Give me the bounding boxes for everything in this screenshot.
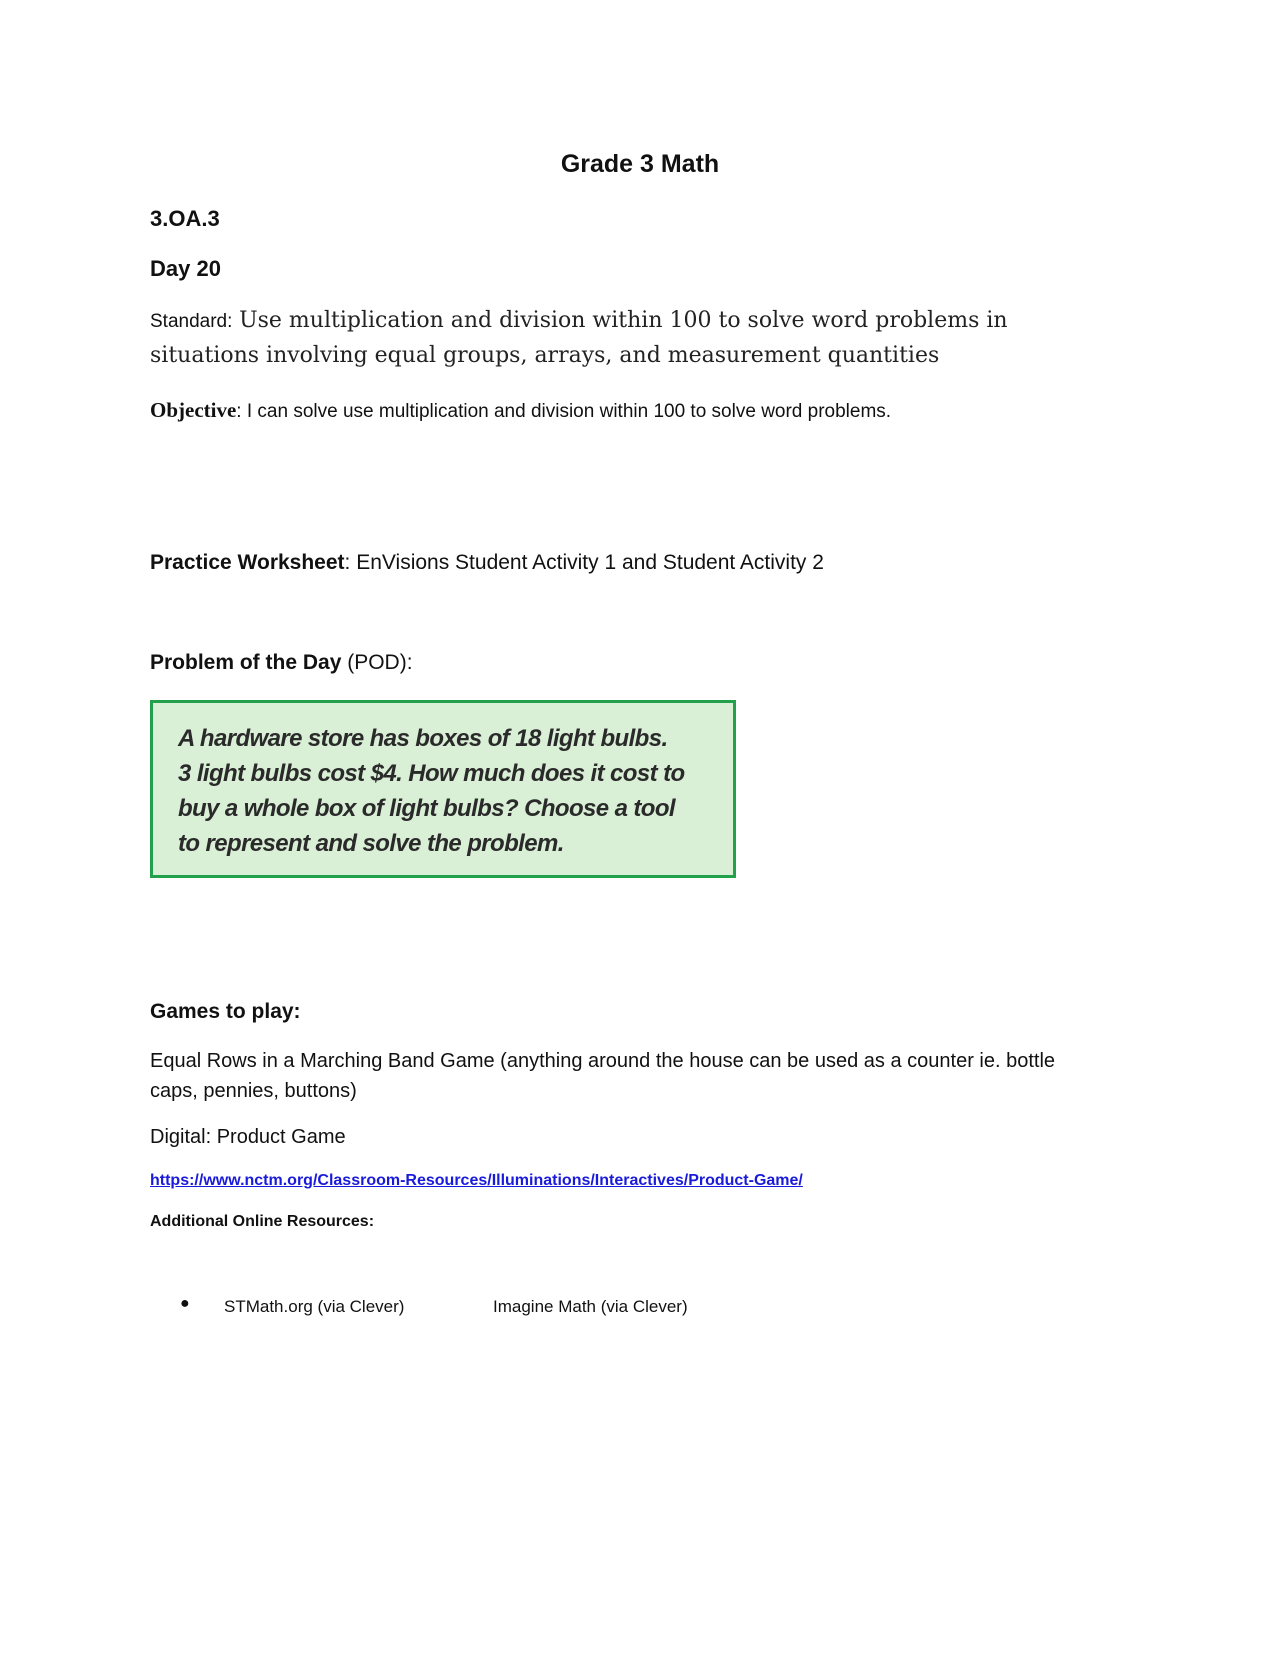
resources-heading: Additional Online Resources: bbox=[150, 1213, 375, 1230]
games-description: Equal Rows in a Marching Band Game (anything around the house can be used as a counter ie. bottle caps, pennies, buttons) bbox=[150, 1050, 1056, 1102]
bullet-icon: ● bbox=[180, 1295, 190, 1312]
standard-paragraph bbox=[150, 303, 1050, 372]
games-heading: Games to play: bbox=[150, 1000, 301, 1023]
pod-line: A hardware store has boxes of 18 light bulbs. bbox=[178, 725, 668, 752]
standard-text: Use multiplication and division within 100 to solve word problems in situations involving equal groups, arrays, and measurement quantities bbox=[150, 308, 1008, 368]
pod-heading bbox=[150, 651, 413, 675]
pod-line: 3 light bulbs cost $4. How much does it cost to bbox=[178, 760, 685, 787]
pod-line: to represent and solve the problem. bbox=[178, 830, 564, 857]
objective-text: : I can solve use multiplication and division within 100 to solve word problems. bbox=[236, 401, 892, 422]
worksheet-paragraph bbox=[150, 551, 824, 575]
objective-label: Objective bbox=[150, 398, 237, 422]
pod-line: buy a whole box of light bulbs? Choose a tool bbox=[178, 795, 675, 822]
resource-item-stmath: STMath.org (via Clever) bbox=[224, 1297, 405, 1316]
resource-item-imagine-math: Imagine Math (via Clever) bbox=[493, 1297, 688, 1316]
product-game-link[interactable]: https://www.nctm.org/Classroom-Resources/Illuminations/Interactives/Product-Game/ bbox=[150, 1172, 803, 1189]
standard-label: Standard: bbox=[150, 311, 233, 332]
page-title: Grade 3 Math bbox=[560, 150, 720, 178]
pod-label: Problem of the Day bbox=[150, 651, 342, 674]
worksheet-text: : EnVisions Student Activity 1 and Student Activity 2 bbox=[344, 551, 824, 574]
objective-paragraph bbox=[150, 398, 891, 423]
problem-of-the-day-box bbox=[150, 700, 736, 878]
worksheet-label: Practice Worksheet bbox=[150, 551, 345, 574]
pod-suffix: (POD): bbox=[341, 651, 413, 674]
standard-code: 3.OA.3 bbox=[150, 206, 220, 231]
digital-game-line: Digital: Product Game bbox=[150, 1126, 346, 1148]
day-heading: Day 20 bbox=[150, 256, 221, 281]
